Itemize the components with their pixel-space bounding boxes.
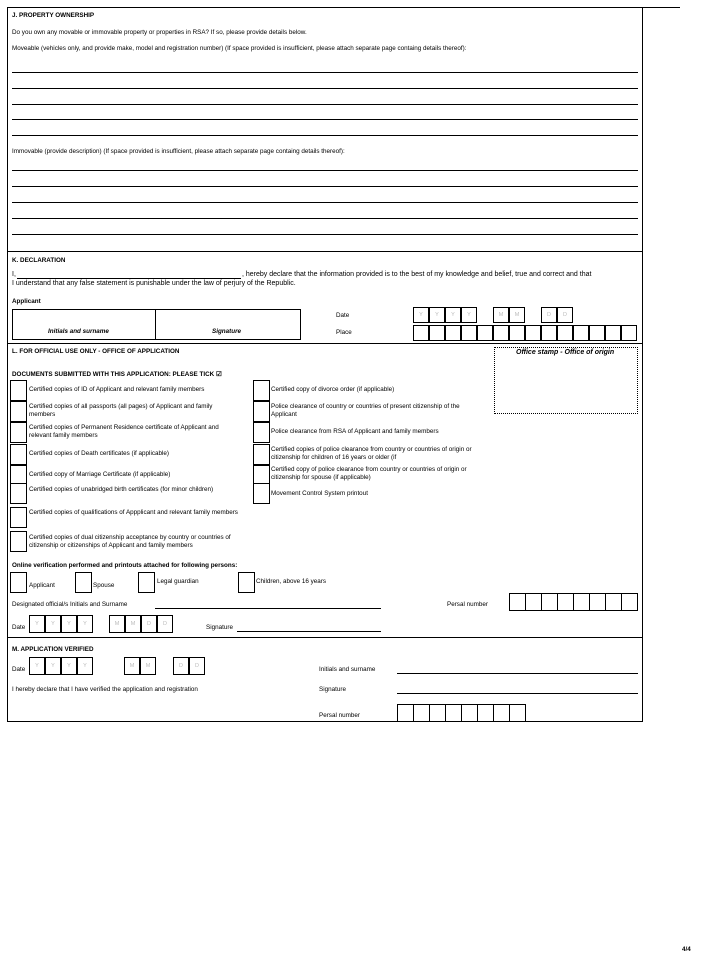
doc-checkbox-dual-citizenship[interactable] [10,531,27,552]
immovable-line-2[interactable] [12,186,638,187]
k-date-day-2[interactable]: D [557,307,573,323]
k-date-day-1[interactable]: D [541,307,557,323]
office-stamp-box [494,347,638,414]
m-date-month-1[interactable]: M [124,657,140,675]
l-date-month-2[interactable]: M [125,615,141,633]
immovable-label: Immovable (provide description) (If space provided is insufficient, please attach separate page containg details thereof): [12,148,345,155]
section-m-title: M. APPLICATION VERIFIED [12,646,94,653]
immovable-line-4[interactable] [12,218,638,219]
k-place-cell[interactable] [461,325,477,341]
k-place-cell[interactable] [525,325,541,341]
k-date-year-2[interactable]: Y [429,307,445,323]
m-persal-cell-divider [493,704,494,722]
l-date-year-4[interactable]: Y [77,615,93,633]
l-persal-label: Persal number [447,601,488,608]
k-place-cell[interactable] [445,325,461,341]
section-k-title: K. DECLARATION [12,257,66,264]
doc-checkbox-id[interactable] [10,380,27,401]
m-persal-cell-divider [429,704,430,722]
k-place-cell[interactable] [509,325,525,341]
l-persal-cell-divider [541,593,542,611]
person-checkbox-children[interactable] [238,572,255,593]
immovable-line-1[interactable] [12,170,638,171]
person-label-spouse: Spouse [93,582,115,589]
m-persal-cell-divider [477,704,478,722]
m-persal-label: Persal number [319,712,360,719]
m-persal-cell-divider [445,704,446,722]
l-persal-cell-divider [525,593,526,611]
m-date-year-4[interactable]: Y [77,657,93,675]
movable-line-4[interactable] [12,119,638,120]
m-date-month-2[interactable]: M [140,657,156,675]
movable-line-2[interactable] [12,88,638,89]
doc-label-police-spouse: Certified copy of police clearance from country or countries of origin or citizenship for spouse (if applicable) [271,466,467,481]
official-name-line[interactable] [155,608,381,609]
section-j-title: J. PROPERTY OWNERSHIP [12,12,95,19]
doc-label-id: Certified copies of ID of Applicant and relevant family members [29,386,205,393]
movable-line-5[interactable] [12,135,638,136]
k-date-year-1[interactable]: Y [413,307,429,323]
doc-checkbox-death-certificates[interactable] [10,444,27,465]
l-date-year-2[interactable]: Y [45,615,61,633]
l-persal-cell-divider [605,593,606,611]
k-place-cell[interactable] [605,325,621,341]
doc-label-movement-control: Movement Control System printout [271,490,368,497]
page-number: 4/4 [682,946,691,953]
declarant-name-line[interactable] [17,278,241,279]
doc-checkbox-birth-certificates[interactable] [10,483,27,504]
doc-label-qualifications: Certified copies of qualifications of Appplicant and relevant family members [29,509,238,516]
k-date-month-2[interactable]: M [509,307,525,323]
k-date-year-4[interactable]: Y [461,307,477,323]
doc-checkbox-police-children[interactable] [253,444,270,465]
m-persal-cell-divider [413,704,414,722]
official-label: Designated official/s Initials and Surname [12,601,128,608]
k-date-month-1[interactable]: M [493,307,509,323]
l-signature-label: Signature [206,624,233,631]
immovable-line-3[interactable] [12,202,638,203]
k-place-cell[interactable] [557,325,573,341]
initials-caption: Initials and surname [48,328,109,335]
online-heading: Online verification performed and printouts attached for following persons: [12,562,238,569]
k-place-cell[interactable] [573,325,589,341]
l-date-day-2[interactable]: D [157,615,173,633]
m-initials-line[interactable] [397,673,638,674]
l-persal-cell-divider [621,593,622,611]
m-signature-label: Signature [319,686,346,693]
top-extension-line [643,7,680,8]
l-persal-cell-divider [573,593,574,611]
person-label-legal-guardian: Legal guardian [157,578,199,585]
k-date-year-3[interactable]: Y [445,307,461,323]
person-checkbox-applicant[interactable] [10,572,27,593]
movable-line-3[interactable] [12,104,638,105]
doc-checkbox-police-rsa[interactable] [253,422,270,443]
applicant-label: Applicant [12,298,41,305]
l-date-label: Date [12,624,26,631]
l-signature-line[interactable] [237,631,381,632]
doc-checkbox-qualifications[interactable] [10,507,27,528]
doc-checkbox-passports[interactable] [10,401,27,422]
k-place-cell[interactable] [413,325,429,341]
doc-label-passports: Certified copies of all passports (all pages) of Applicant and family members [29,403,213,418]
immovable-line-5[interactable] [12,234,638,235]
doc-checkbox-divorce[interactable] [253,380,270,401]
declaration-text-2: I understand that any false statement is punishable under the law of perjury of the Republic. [12,280,296,287]
doc-label-permanent-residence: Certified copies of Permanent Residence certificate of Applicant and relevant family members [29,424,219,439]
m-signature-line[interactable] [397,693,638,694]
section-divider-k-l [7,343,643,344]
doc-label-divorce: Certified copy of divorce order (if applicable) [271,386,395,393]
movable-line-1[interactable] [12,72,638,73]
l-date-month-1[interactable]: M [109,615,125,633]
person-label-applicant: Applicant [29,582,55,589]
l-persal-cell-divider [589,593,590,611]
doc-label-police-children: Certified copies of police clearance from country or countries of origin or citizenship for children of 16 years or older (if [271,446,472,461]
property-question: Do you own any movable or immovable property or properties in RSA? If so, please provide details below. [12,29,307,36]
doc-checkbox-movement-control[interactable] [253,483,270,504]
k-place-cell[interactable] [493,325,509,341]
m-persal-cell-divider [461,704,462,722]
docs-heading: DOCUMENTS SUBMITTED WITH THIS APPLICATION: PLEASE TICK ☑ [12,371,222,378]
section-l-title: L. FOR OFFICIAL USE ONLY - OFFICE OF APPLICATION [12,348,180,355]
k-place-cell[interactable] [541,325,557,341]
doc-label-police-citizenship: Police clearance of country or countries of present citizenship of the Applicant [271,403,460,418]
section-divider-l-m [7,637,643,638]
m-date-year-3[interactable]: Y [61,657,77,675]
doc-label-police-rsa: Police clearance from RSA of Applicant and family members [271,428,439,435]
doc-checkbox-police-citizenship[interactable] [253,401,270,422]
l-date-year-3[interactable]: Y [61,615,77,633]
k-place-label: Place [336,329,352,336]
k-date-label: Date [336,312,350,319]
declaration-i: I, [12,271,16,278]
k-place-cell[interactable] [621,325,637,341]
person-checkbox-legal-guardian[interactable] [138,572,155,593]
m-persal-cell-divider [509,704,510,722]
l-date-year-1[interactable]: Y [29,615,45,633]
k-place-cell[interactable] [429,325,445,341]
section-divider-j-k [7,251,643,252]
doc-label-marriage: Certified copy of Marriage Certificate (if applicable) [29,471,171,478]
doc-label-death-certificates: Certified copies of Death certificates (if applicable) [29,450,169,457]
l-date-day-1[interactable]: D [141,615,157,633]
l-persal-cell-divider [557,593,558,611]
doc-label-dual-citizenship: Certified copies of dual citizenship acceptance by country or countries of citizenship or citizenships of Applicant and family members [29,534,231,549]
office-stamp-label: Office stamp - Office of origin [516,349,615,356]
signature-caption: Signature [212,328,242,335]
doc-label-birth-certificates: Certified copies of unabridged birth certificates (for minor children) [29,486,214,493]
m-declaration: I hereby declare that I have verified the application and registration [12,686,198,693]
doc-checkbox-permanent-residence[interactable] [10,422,27,443]
m-initials-label: Initials and surname [319,666,376,673]
k-place-cell[interactable] [477,325,493,341]
m-date-day-2[interactable]: D [189,657,205,675]
person-label-children: Children, above 16 years [256,578,327,585]
m-date-year-2[interactable]: Y [45,657,61,675]
declaration-text-1: , hereby declare that the information provided is to the best of my knowledge and belief, true and correct and that [242,271,592,278]
m-date-day-1[interactable]: D [173,657,189,675]
movable-label: Moveable (vehicles only, and provide make, model and registration number) (If space provided is insufficient, please attach separate page containg details thereof): [12,45,467,52]
k-place-cell[interactable] [589,325,605,341]
m-date-label: Date [12,666,26,673]
person-checkbox-spouse[interactable] [75,572,92,593]
m-date-year-1[interactable]: Y [29,657,45,675]
